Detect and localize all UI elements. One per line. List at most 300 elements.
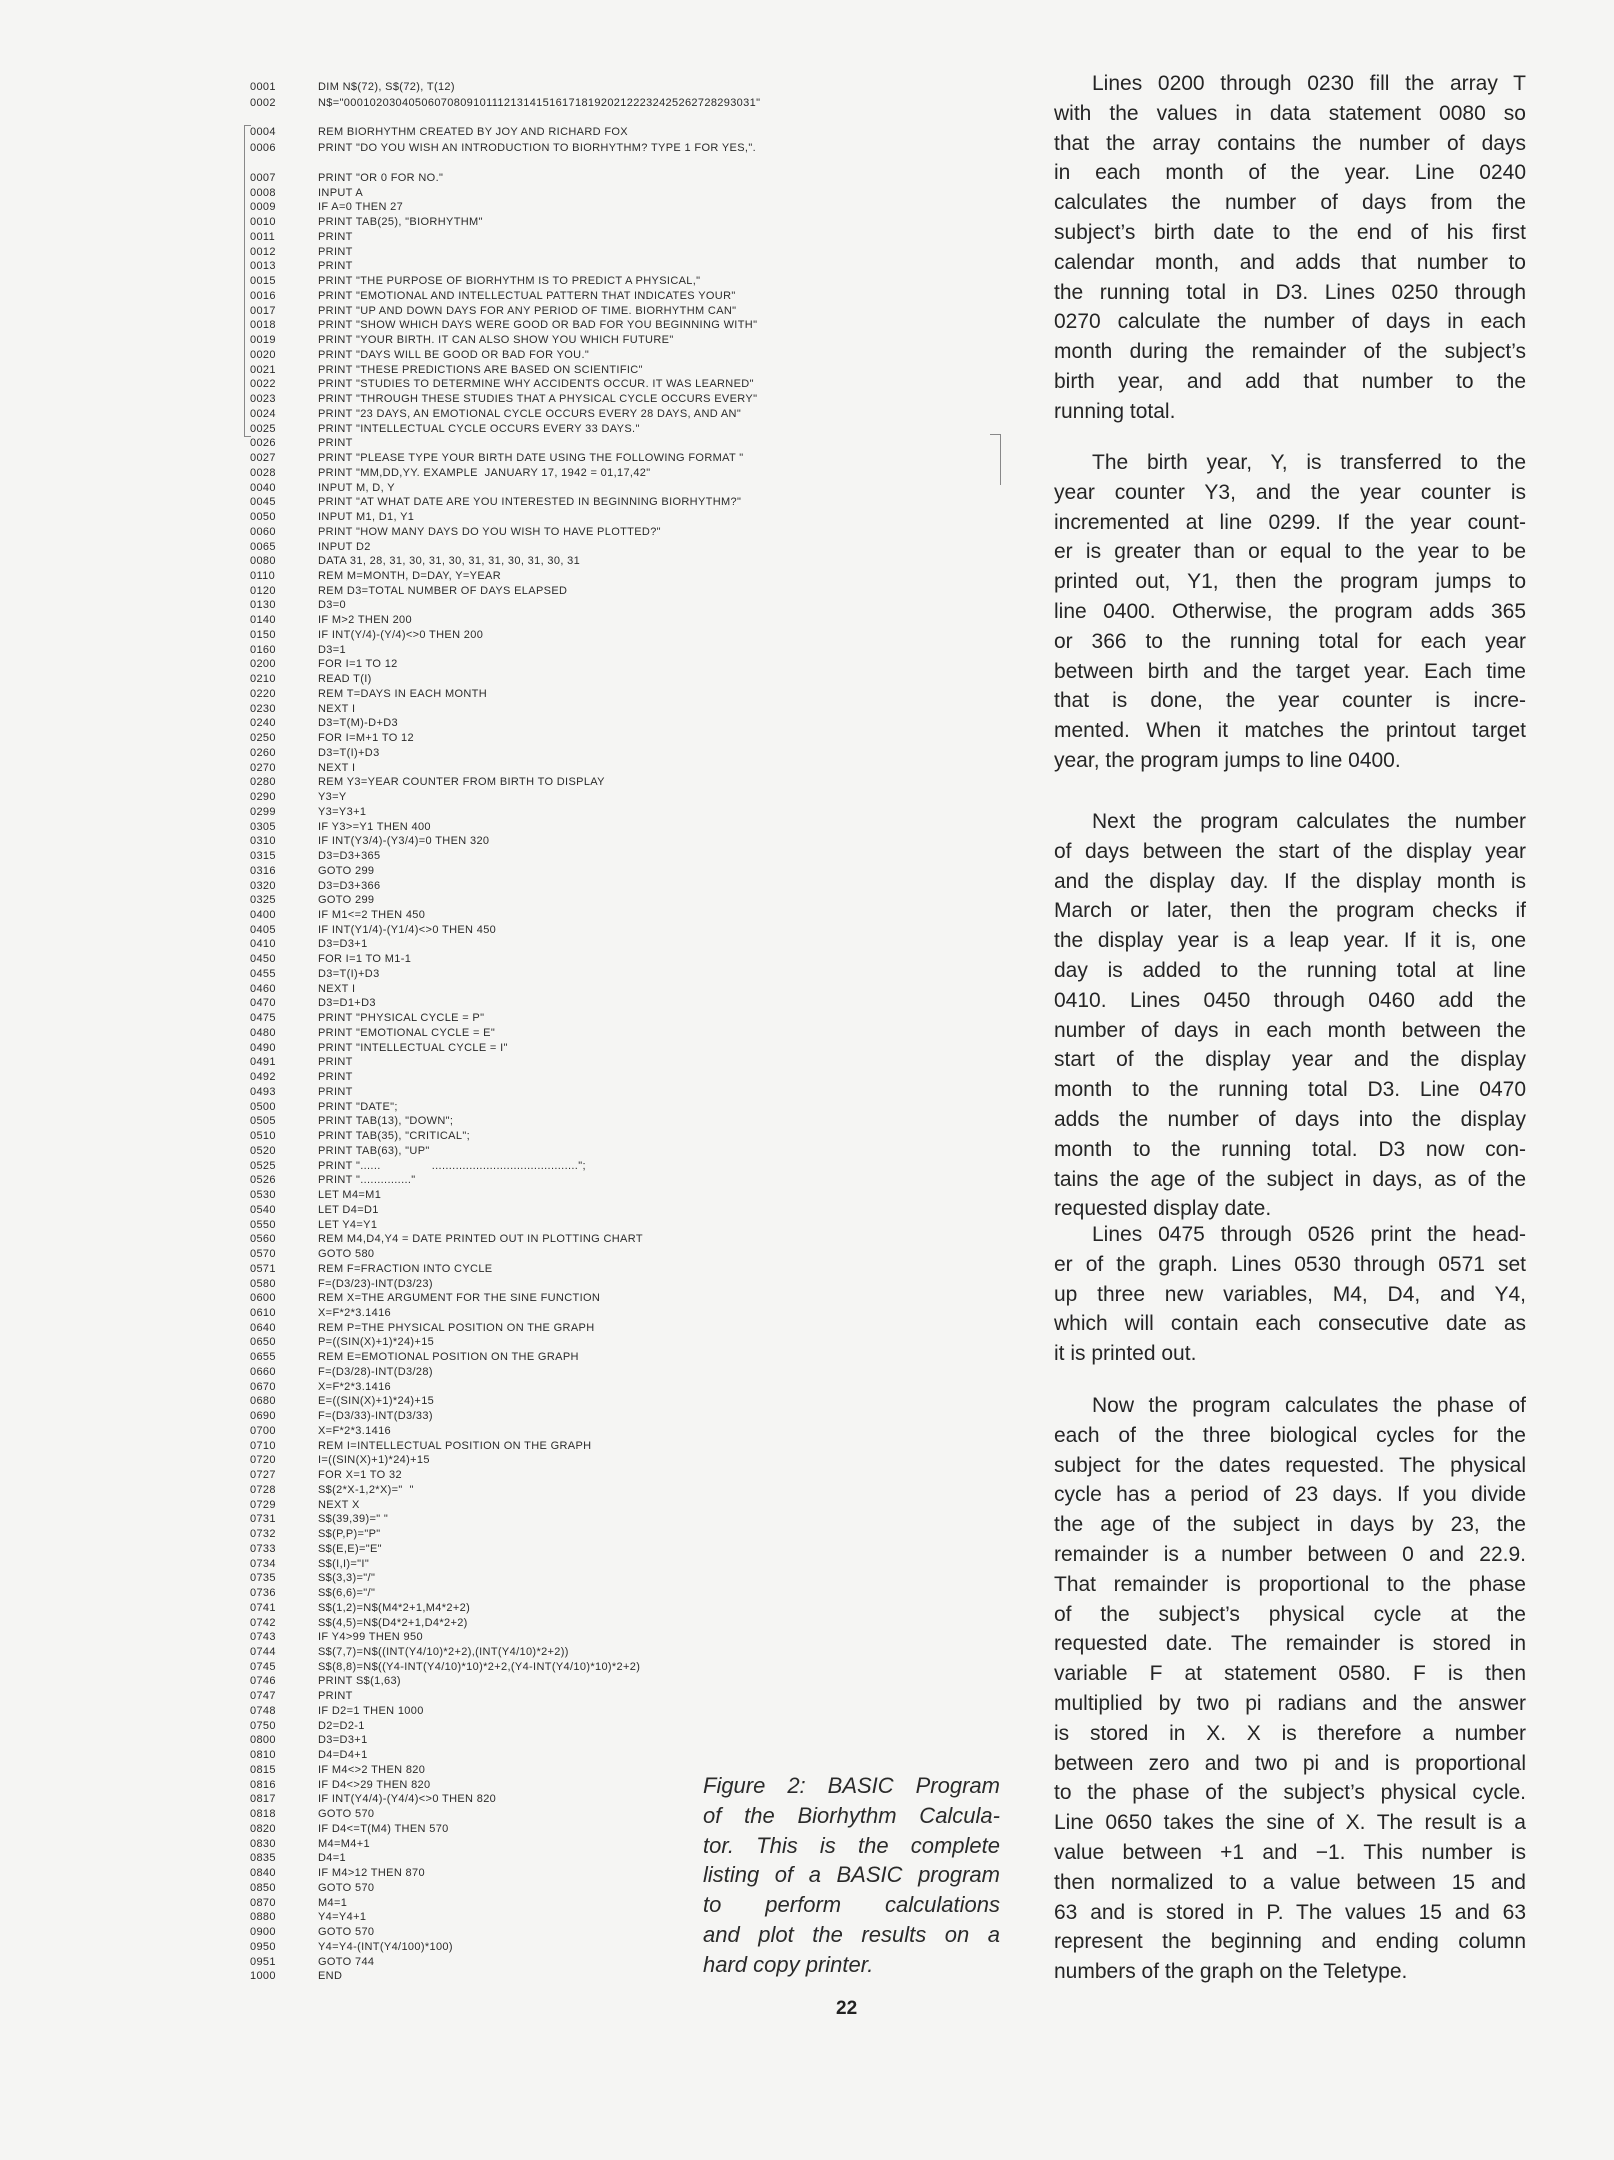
text-line: printed out, Y1, then the program jumps to [1054, 570, 1526, 594]
line-number: 0815 [250, 1763, 276, 1776]
line-number: 0026 [250, 437, 276, 450]
code-statement: PRINT "DATE"; [318, 1100, 398, 1113]
code-statement: GOTO 744 [318, 1955, 375, 1968]
text-line: start of the display year and the display [1054, 1048, 1526, 1072]
code-statement: PRINT [318, 1056, 353, 1069]
text-line: the running total in D3. Lines 0250 through [1054, 280, 1526, 304]
code-statement: PRINT "INTELLECTUAL CYCLE = I" [318, 1041, 508, 1054]
text-line: the age of the subject in days by 23, the [1054, 1513, 1526, 1537]
code-statement: PRINT "YOUR BIRTH. IT CAN ALSO SHOW YOU WHICH FUTURE" [318, 334, 674, 347]
line-number: 0020 [250, 348, 276, 361]
text-line: of days between the start of the display year [1054, 839, 1526, 863]
code-statement: PRINT TAB(13), "DOWN"; [318, 1115, 454, 1128]
code-statement: PRINT "MM,DD,YY. EXAMPLE JANUARY 17, 1942 = 01,17,42" [318, 466, 651, 479]
line-number: 0260 [250, 746, 276, 759]
text-line: month to the running total D3. Line 0470 [1054, 1078, 1526, 1102]
code-statement: PRINT "..............." [318, 1174, 416, 1187]
code-statement: IF M1<=2 THEN 450 [318, 909, 426, 921]
line-number: 0951 [250, 1955, 276, 1968]
code-statement: PRINT "PHYSICAL CYCLE = P" [318, 1012, 485, 1025]
text-line: value between +1 and −1. This number is [1054, 1840, 1526, 1864]
text-line: That remainder is proportional to the phase [1054, 1572, 1526, 1596]
line-number: 0570 [250, 1248, 276, 1261]
line-number: 0731 [250, 1513, 276, 1526]
text-line: between zero and two pi and is proportional [1054, 1751, 1526, 1775]
line-number: 0750 [250, 1719, 276, 1732]
line-number: 0230 [250, 702, 276, 715]
line-number: 0680 [250, 1395, 276, 1408]
code-statement: D3=D3+366 [318, 879, 381, 892]
line-number: 0748 [250, 1704, 276, 1717]
line-number: 0460 [250, 982, 276, 995]
text-line: up three new variables, M4, D4, and Y4, [1054, 1282, 1526, 1306]
line-number: 0013 [250, 260, 276, 273]
line-number: 0008 [250, 186, 276, 199]
code-statement: PRINT "23 DAYS, AN EMOTIONAL CYCLE OCCURS EVERY 28 DAYS, AND AN" [318, 407, 742, 420]
code-statement: D3=0 [318, 599, 347, 612]
line-number: 0505 [250, 1115, 276, 1128]
article-paragraph [1054, 448, 1526, 776]
code-statement: D3=D3+1 [318, 1734, 368, 1747]
code-statement: PRINT "SHOW WHICH DAYS WERE GOOD OR BAD FOR YOU BEGINNING WITH" [318, 319, 758, 332]
code-statement: S$(7,7)=N$((INT(Y4/10)*2+2),(INT(Y4/10)*2+2)) [318, 1646, 569, 1658]
text-line: represent the beginning and ending column [1054, 1930, 1526, 1954]
text-line: month to the running total. D3 now con- [1054, 1137, 1526, 1161]
line-number: 0655 [250, 1351, 276, 1364]
code-statement: PRINT [318, 245, 353, 258]
line-number: 0080 [250, 555, 276, 568]
text-line: requested display date. [1054, 1197, 1272, 1221]
code-statement: PRINT [318, 1071, 353, 1084]
line-number: 0015 [250, 275, 276, 288]
code-statement: INPUT M1, D1, Y1 [318, 511, 415, 524]
text-line: remainder is a number between 0 and 22.9. [1054, 1542, 1526, 1566]
code-statement: D3=T(M)-D+D3 [318, 717, 398, 730]
pencil-bracket-mark [990, 434, 1001, 485]
article-paragraph [1054, 69, 1526, 427]
code-statement: IF A=0 THEN 27 [318, 201, 404, 214]
line-number: 0011 [250, 230, 276, 243]
line-number: 0720 [250, 1454, 276, 1467]
line-number: 0742 [250, 1616, 276, 1629]
line-number: 0006 [250, 142, 276, 154]
code-statement: GOTO 570 [318, 1808, 375, 1821]
line-number: 0160 [250, 643, 276, 656]
code-statement: END [318, 1970, 343, 1983]
line-number: 0220 [250, 687, 276, 700]
code-statement: PRINT S$(1,63) [318, 1675, 401, 1688]
line-number: 0315 [250, 850, 276, 863]
line-number: 0450 [250, 953, 276, 966]
line-number: 0025 [250, 422, 276, 435]
code-statement: D4=1 [318, 1852, 347, 1865]
code-statement: PRINT "INTELLECTUAL CYCLE OCCURS EVERY 33 DAYS." [318, 422, 640, 435]
line-number: 0320 [250, 879, 276, 892]
text-line: numbers of the graph on the Teletype. [1054, 1960, 1408, 1984]
line-number: 0880 [250, 1911, 276, 1924]
text-line: then normalized to a value between 15 and [1054, 1870, 1526, 1894]
line-number: 0747 [250, 1690, 276, 1703]
line-number: 0040 [250, 481, 276, 494]
line-number: 0600 [250, 1292, 276, 1305]
line-number: 0744 [250, 1646, 276, 1658]
code-statement: PRINT [318, 260, 353, 273]
line-number: 0741 [250, 1601, 276, 1614]
code-statement: E=((SIN(X)+1)*24)+15 [318, 1395, 435, 1408]
code-statement: IF D4<>29 THEN 820 [318, 1778, 431, 1791]
line-number: 0019 [250, 334, 276, 347]
code-statement: REM M=MONTH, D=DAY, Y=YEAR [318, 569, 502, 582]
text-line: it is printed out. [1054, 1342, 1197, 1366]
code-statement: PRINT "EMOTIONAL CYCLE = E" [318, 1026, 496, 1039]
code-statement: REM E=EMOTIONAL POSITION ON THE GRAPH [318, 1351, 579, 1364]
text-line: and the display day. If the display month is [1054, 869, 1526, 893]
code-statement: S$(4,5)=N$(D4*2+1,D4*2+2) [318, 1616, 468, 1629]
text-line: to the phase of the subject’s physical cycle. [1054, 1781, 1526, 1805]
code-statement: D4=D4+1 [318, 1749, 368, 1762]
line-number: 0455 [250, 967, 276, 980]
code-statement: Y3=Y3+1 [318, 805, 367, 818]
code-statement: PRINT "PLEASE TYPE YOUR BIRTH DATE USING THE FOLLOWING FORMAT " [318, 452, 744, 465]
code-statement: GOTO 570 [318, 1881, 375, 1894]
line-number: 0491 [250, 1056, 276, 1069]
text-line: adds the number of days into the display [1054, 1107, 1526, 1131]
line-number: 0850 [250, 1881, 276, 1894]
text-line: year counter Y3, and the year counter is [1054, 480, 1526, 504]
line-number: 0746 [250, 1675, 276, 1688]
text-line: is stored in X. X is therefore a number [1054, 1721, 1526, 1745]
line-number: 0830 [250, 1837, 276, 1850]
text-line: which will contain each consecutive date as [1054, 1312, 1526, 1336]
line-number: 0493 [250, 1085, 276, 1098]
line-number: 0325 [250, 894, 276, 907]
code-statement: F=(D3/28)-INT(D3/28) [318, 1365, 433, 1378]
code-statement: PRINT "THE PURPOSE OF BIORHYTHM IS TO PREDICT A PHYSICAL," [318, 275, 701, 288]
text-line: of the subject’s physical cycle at the [1054, 1602, 1526, 1626]
line-number: 0492 [250, 1071, 276, 1084]
text-line: The birth year, Y, is transferred to the [1092, 451, 1526, 474]
text-line: birth year, and add that number to the [1054, 369, 1526, 393]
code-statement: INPUT D2 [318, 540, 371, 553]
line-number: 0660 [250, 1365, 276, 1378]
text-line: each of the three biological cycles for the [1054, 1423, 1526, 1447]
text-line: mented. When it matches the printout target [1054, 719, 1526, 743]
code-statement: D3=1 [318, 643, 347, 656]
code-statement: REM T=DAYS IN EACH MONTH [318, 687, 488, 700]
code-statement: I=((SIN(X)+1)*24)+15 [318, 1454, 430, 1467]
text-line: with the values in data statement 0080 so [1054, 101, 1526, 125]
text-line: incremented at line 0299. If the year count- [1054, 510, 1526, 534]
text-line: tains the age of the subject in days, as of the [1054, 1167, 1526, 1191]
line-number: 0690 [250, 1410, 276, 1423]
line-number: 0610 [250, 1306, 276, 1319]
text-line: 63 and is stored in P. The values 15 and 63 [1054, 1900, 1526, 1924]
code-statement: PRINT "EMOTIONAL AND INTELLECTUAL PATTERN THAT INDICATES YOUR" [318, 289, 736, 302]
text-line: subject for the dates requested. The physical [1054, 1453, 1526, 1477]
code-statement: REM P=THE PHYSICAL POSITION ON THE GRAPH [318, 1321, 595, 1334]
code-statement: FOR I=1 TO 12 [318, 658, 398, 671]
code-statement: D2=D2-1 [318, 1719, 365, 1732]
line-number: 0820 [250, 1822, 276, 1835]
text-line: 0410. Lines 0450 through 0460 add the [1054, 988, 1526, 1012]
caption-line: Figure 2: BASIC Program [703, 1773, 1000, 1798]
code-statement: PRINT "HOW MANY DAYS DO YOU WISH TO HAVE PLOTTED?" [318, 525, 661, 538]
code-statement: F=(D3/33)-INT(D3/33) [318, 1410, 433, 1423]
text-line: multiplied by two pi radians and the answer [1054, 1691, 1526, 1715]
line-number: 0710 [250, 1439, 276, 1452]
text-line: variable F at statement 0580. F is then [1054, 1662, 1526, 1686]
code-statement: N$="0001020304050607080910111213141516171819202122232425262728293031" [318, 97, 761, 109]
text-line: Now the program calculates the phase of [1092, 1394, 1526, 1417]
line-number: 0016 [250, 289, 276, 302]
line-number: 0670 [250, 1380, 276, 1393]
line-number: 0001 [250, 81, 276, 93]
line-number: 0316 [250, 864, 276, 877]
code-statement: P=((SIN(X)+1)*24)+15 [318, 1336, 435, 1349]
line-number: 0729 [250, 1498, 276, 1511]
code-statement: REM M4,D4,Y4 = DATE PRINTED OUT IN PLOTTING CHART [318, 1233, 643, 1246]
line-number: 0700 [250, 1424, 276, 1437]
article-paragraph [1054, 807, 1526, 1224]
text-line: March or later, then the program checks if [1054, 899, 1526, 923]
code-statement: S$(2*X-1,2*X)=" " [318, 1483, 414, 1496]
text-line: 0270 calculate the number of days in each [1054, 310, 1526, 334]
line-number: 0735 [250, 1572, 276, 1585]
line-number: 0816 [250, 1778, 276, 1791]
text-line: Lines 0475 through 0526 print the head- [1092, 1223, 1526, 1246]
text-line: er of the graph. Lines 0530 through 0571 set [1054, 1252, 1526, 1276]
code-statement: GOTO 570 [318, 1926, 375, 1939]
code-statement: IF M4<>2 THEN 820 [318, 1763, 426, 1776]
text-line: line 0400. Otherwise, the program adds 365 [1054, 599, 1526, 623]
line-number: 0010 [250, 216, 276, 229]
code-statement: D3=D3+1 [318, 938, 368, 951]
code-statement: D3=D3+365 [318, 850, 381, 863]
line-number: 0050 [250, 511, 276, 524]
code-statement: X=F*2*3.1416 [318, 1424, 392, 1437]
line-number: 0560 [250, 1233, 276, 1246]
caption-line: and plot the results on a [703, 1921, 1000, 1947]
line-number: 0400 [250, 909, 276, 921]
line-number: 0240 [250, 717, 276, 730]
code-statement: PRINT "...... ..........................................."; [318, 1159, 586, 1172]
caption-line: tor. This is the complete [703, 1832, 1000, 1858]
code-statement: D3=D1+D3 [318, 997, 376, 1010]
code-statement: PRINT "UP AND DOWN DAYS FOR ANY PERIOD OF TIME. BIORHYTHM CAN" [318, 304, 737, 317]
line-number: 0732 [250, 1528, 276, 1541]
code-statement: S$(1,2)=N$(M4*2+1,M4*2+2) [318, 1601, 471, 1614]
line-number: 0500 [250, 1100, 276, 1113]
line-number: 0210 [250, 673, 276, 686]
code-statement: NEXT I [318, 982, 356, 995]
code-statement: FOR I=M+1 TO 12 [318, 732, 414, 745]
code-statement: Y4=Y4+1 [318, 1911, 367, 1924]
line-number: 0028 [250, 466, 276, 479]
code-statement: INPUT M, D, Y [318, 481, 395, 494]
code-statement: S$(8,8)=N$((Y4-INT(Y4/10)*10)*2+2,(Y4-INT(Y4/10)*10)*2+2) [318, 1660, 641, 1673]
code-statement: NEXT I [318, 702, 356, 715]
code-statement: IF Y4>99 THEN 950 [318, 1631, 423, 1644]
line-number: 0540 [250, 1203, 276, 1216]
line-number: 0410 [250, 938, 276, 951]
text-line: year, the program jumps to line 0400. [1054, 748, 1401, 772]
line-number: 0900 [250, 1926, 276, 1939]
text-line: that the array contains the number of days [1054, 131, 1526, 155]
code-statement: PRINT TAB(25), "BIORHYTHM" [318, 216, 483, 229]
code-statement: FOR I=1 TO M1-1 [318, 953, 412, 966]
line-number: 0510 [250, 1130, 276, 1143]
line-number: 0290 [250, 791, 276, 804]
code-statement: REM BIORHYTHM CREATED BY JOY AND RICHARD FOX [318, 126, 628, 138]
article-paragraph [1054, 1391, 1526, 1987]
text-line: Lines 0200 through 0230 fill the array T [1092, 72, 1526, 95]
code-statement: PRINT [318, 437, 353, 450]
text-line: subject’s birth date to the end of his first [1054, 220, 1526, 244]
line-number: 0405 [250, 923, 276, 936]
code-statement: Y4=Y4-(INT(Y4/100)*100) [318, 1940, 453, 1953]
line-number: 0530 [250, 1189, 276, 1202]
line-number: 0060 [250, 525, 276, 538]
code-statement: PRINT "AT WHAT DATE ARE YOU INTERESTED IN BEGINNING BIORHYTHM?" [318, 496, 742, 509]
line-number: 0027 [250, 452, 276, 465]
text-line: number of days in each month between the [1054, 1018, 1526, 1042]
line-number: 0009 [250, 201, 276, 214]
code-statement: S$(6,6)="/" [318, 1587, 376, 1600]
code-statement: Y3=Y [318, 791, 347, 804]
line-number: 0835 [250, 1852, 276, 1865]
line-number: 0525 [250, 1159, 276, 1172]
line-number: 0580 [250, 1277, 276, 1290]
code-statement: GOTO 299 [318, 864, 375, 877]
figure-caption [703, 1771, 1000, 1980]
line-number: 0023 [250, 393, 276, 406]
line-number: 0800 [250, 1734, 276, 1747]
code-statement: F=(D3/23)-INT(D3/23) [318, 1277, 433, 1290]
line-number: 0734 [250, 1557, 276, 1570]
caption-line: of the Biorhythm Calcula- [703, 1802, 1000, 1828]
line-number: 0002 [250, 97, 276, 109]
code-statement: D3=T(I)+D3 [318, 967, 380, 980]
article-paragraph [1054, 1220, 1526, 1369]
code-statement: NEXT I [318, 761, 356, 774]
line-number: 0526 [250, 1174, 276, 1187]
line-number: 0110 [250, 569, 276, 582]
text-line: or 366 to the running total for each year [1054, 629, 1526, 653]
text-line: calculates the number of days from the [1054, 191, 1526, 215]
text-line: day is added to the running total at line [1054, 958, 1526, 982]
code-statement: LET D4=D1 [318, 1203, 379, 1216]
code-statement: IF D4<=T(M4) THEN 570 [318, 1822, 449, 1835]
code-statement: S$(I,I)="I" [318, 1557, 370, 1570]
line-number: 0810 [250, 1749, 276, 1762]
code-statement: IF M>2 THEN 200 [318, 614, 412, 627]
line-number: 0817 [250, 1793, 276, 1806]
code-statement: GOTO 580 [318, 1248, 375, 1261]
code-statement: LET Y4=Y1 [318, 1218, 378, 1231]
code-statement: REM Y3=YEAR COUNTER FROM BIRTH TO DISPLAY [318, 776, 605, 789]
text-line: the display year is a leap year. If it is, one [1054, 929, 1526, 953]
text-line: Line 0650 takes the sine of X. The result is a [1054, 1811, 1526, 1835]
code-statement: PRINT TAB(35), "CRITICAL"; [318, 1130, 470, 1143]
line-number: 0130 [250, 599, 276, 612]
line-number: 0065 [250, 540, 276, 553]
page-number: 22 [836, 1998, 858, 2019]
code-statement: S$(3,3)="/" [318, 1572, 376, 1585]
line-number: 0470 [250, 997, 276, 1010]
text-line: Next the program calculates the number [1092, 810, 1526, 833]
code-statement: S$(39,39)=" " [318, 1513, 389, 1526]
text-line: er is greater than or equal to the year to be [1054, 540, 1526, 564]
line-number: 1000 [250, 1970, 276, 1983]
code-statement: PRINT "OR 0 FOR NO." [318, 172, 444, 184]
code-statement: S$(E,E)="E" [318, 1542, 382, 1555]
code-statement: INPUT A [318, 186, 364, 199]
caption-line: listing of a BASIC program [703, 1862, 1000, 1888]
code-statement: DIM N$(72), S$(72), T(12) [318, 81, 455, 93]
line-number: 0743 [250, 1631, 276, 1644]
code-statement: REM F=FRACTION INTO CYCLE [318, 1262, 493, 1275]
caption-line: hard copy printer. [703, 1951, 874, 1977]
line-number: 0017 [250, 304, 276, 317]
code-statement: IF INT(Y1/4)-(Y1/4)<>0 THEN 450 [318, 923, 497, 936]
code-statement: FOR X=1 TO 32 [318, 1469, 402, 1482]
line-number: 0120 [250, 584, 276, 597]
code-statement: IF INT(Y3/4)-(Y3/4)=0 THEN 320 [318, 835, 490, 848]
code-statement: NEXT X [318, 1498, 360, 1511]
code-statement: REM X=THE ARGUMENT FOR THE SINE FUNCTION [318, 1292, 601, 1305]
line-number: 0736 [250, 1587, 276, 1600]
line-number: 0140 [250, 614, 276, 627]
code-statement: IF INT(Y4/4)-(Y4/4)<>0 THEN 820 [318, 1793, 497, 1806]
line-number: 0305 [250, 820, 276, 833]
code-statement: S$(P,P)="P" [318, 1528, 381, 1541]
line-number: 0475 [250, 1012, 276, 1025]
code-statement: PRINT "STUDIES TO DETERMINE WHY ACCIDENTS OCCUR. IT WAS LEARNED" [318, 378, 754, 391]
code-statement: REM D3=TOTAL NUMBER OF DAYS ELAPSED [318, 584, 568, 597]
line-number: 0024 [250, 407, 276, 420]
line-number: 0299 [250, 805, 276, 818]
line-number: 0280 [250, 776, 276, 789]
code-statement: IF Y3>=Y1 THEN 400 [318, 820, 431, 833]
line-number: 0310 [250, 835, 276, 848]
line-number: 0021 [250, 363, 276, 376]
text-line: running total. [1054, 399, 1176, 423]
line-number: 0520 [250, 1144, 276, 1157]
code-statement: D3=T(I)+D3 [318, 746, 380, 759]
code-statement: PRINT "THESE PREDICTIONS ARE BASED ON SCIENTIFIC" [318, 363, 643, 376]
line-number: 0490 [250, 1041, 276, 1054]
code-statement: PRINT "DAYS WILL BE GOOD OR BAD FOR YOU." [318, 348, 590, 361]
code-statement: M4=M4+1 [318, 1837, 370, 1850]
code-statement: DATA 31, 28, 31, 30, 31, 30, 31, 31, 30, 31, 30, 31 [318, 555, 581, 568]
line-number: 0012 [250, 245, 276, 258]
line-number: 0840 [250, 1867, 276, 1880]
code-statement: PRINT [318, 1085, 353, 1098]
text-line: that is done, the year counter is incre- [1054, 689, 1526, 713]
line-number: 0550 [250, 1218, 276, 1231]
line-number: 0571 [250, 1262, 276, 1275]
line-number: 0200 [250, 658, 276, 671]
line-number: 0045 [250, 496, 276, 509]
line-number: 0727 [250, 1469, 276, 1482]
code-statement: M4=1 [318, 1896, 348, 1909]
code-statement: IF D2=1 THEN 1000 [318, 1704, 424, 1717]
code-statement: IF INT(Y/4)-(Y/4)<>0 THEN 200 [318, 628, 484, 641]
line-number: 0728 [250, 1483, 276, 1496]
line-number: 0733 [250, 1542, 276, 1555]
line-number: 0004 [250, 126, 276, 138]
text-line: calendar month, and adds that number to [1054, 250, 1526, 274]
